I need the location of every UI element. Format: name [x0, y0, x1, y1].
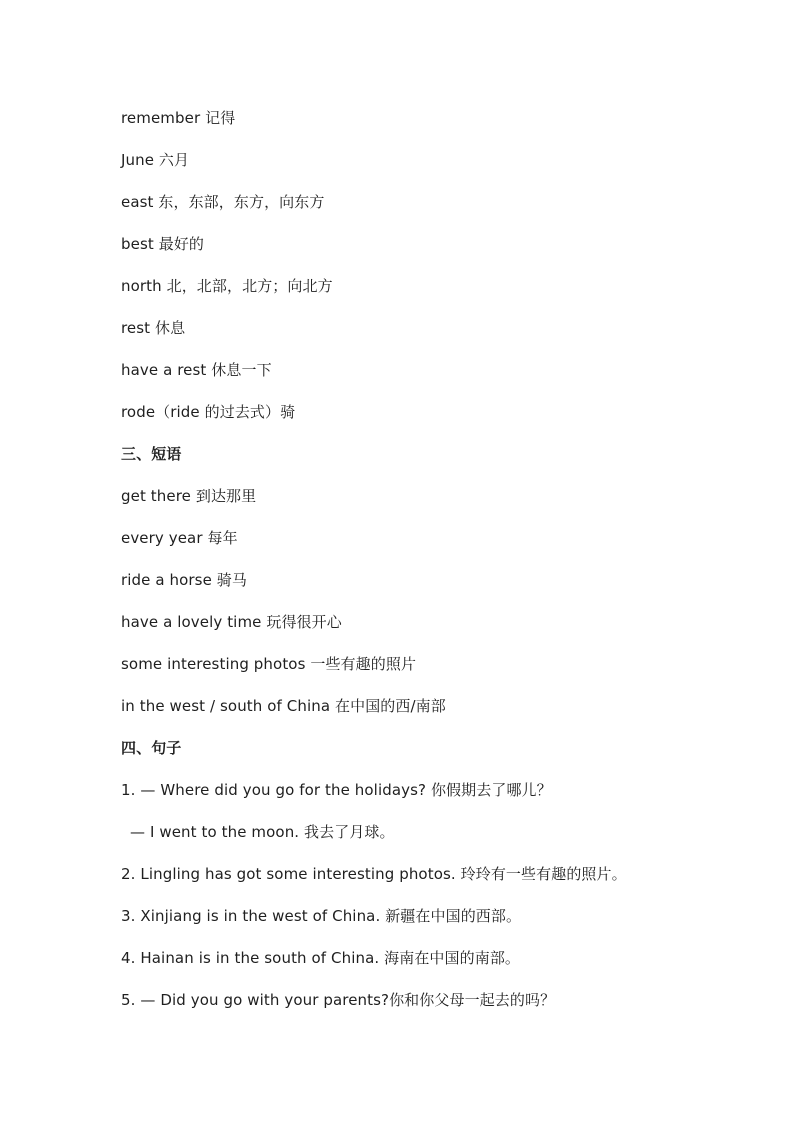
vocab-item: rest 休息	[121, 319, 186, 337]
vocab-item: east 东，东部，东方，向东方	[121, 193, 325, 211]
sentence-reply: — I went to the moon. 我去了月球。	[130, 823, 395, 841]
vocab-item: rode（ride 的过去式）骑	[121, 403, 296, 421]
vocab-item: best 最好的	[121, 235, 205, 253]
phrase-item: ride a horse 骑马	[121, 571, 247, 589]
sentence-item: 1. — Where did you go for the holidays? 你假期去了哪儿？	[121, 781, 552, 799]
vocab-item: remember 记得	[121, 109, 236, 127]
document-content	[121, 106, 741, 1030]
vocab-item: north 北，北部，北方；向北方	[121, 277, 333, 295]
section-heading-sentences: 四、句子	[121, 739, 182, 757]
sentence-item: 5. — Did you go with your parents?你和你父母一起去的吗？	[121, 991, 556, 1009]
sentence-item: 4. Hainan is in the south of China. 海南在中国的南部。	[121, 949, 521, 967]
phrase-item: in the west / south of China 在中国的西/南部	[121, 697, 446, 715]
vocab-item: June 六月	[121, 151, 190, 169]
phrase-item: every year 每年	[121, 529, 238, 547]
sentence-item: 3. Xinjiang is in the west of China. 新疆在中国的西部。	[121, 907, 522, 925]
vocab-item: have a rest 休息一下	[121, 361, 272, 379]
phrase-item: have a lovely time 玩得很开心	[121, 613, 342, 631]
phrase-item: get there 到达那里	[121, 487, 257, 505]
section-heading-phrases: 三、短语	[121, 445, 182, 463]
sentence-item: 2. Lingling has got some interesting photos. 玲玲有一些有趣的照片。	[121, 865, 627, 883]
phrase-item: some interesting photos 一些有趣的照片	[121, 655, 417, 673]
